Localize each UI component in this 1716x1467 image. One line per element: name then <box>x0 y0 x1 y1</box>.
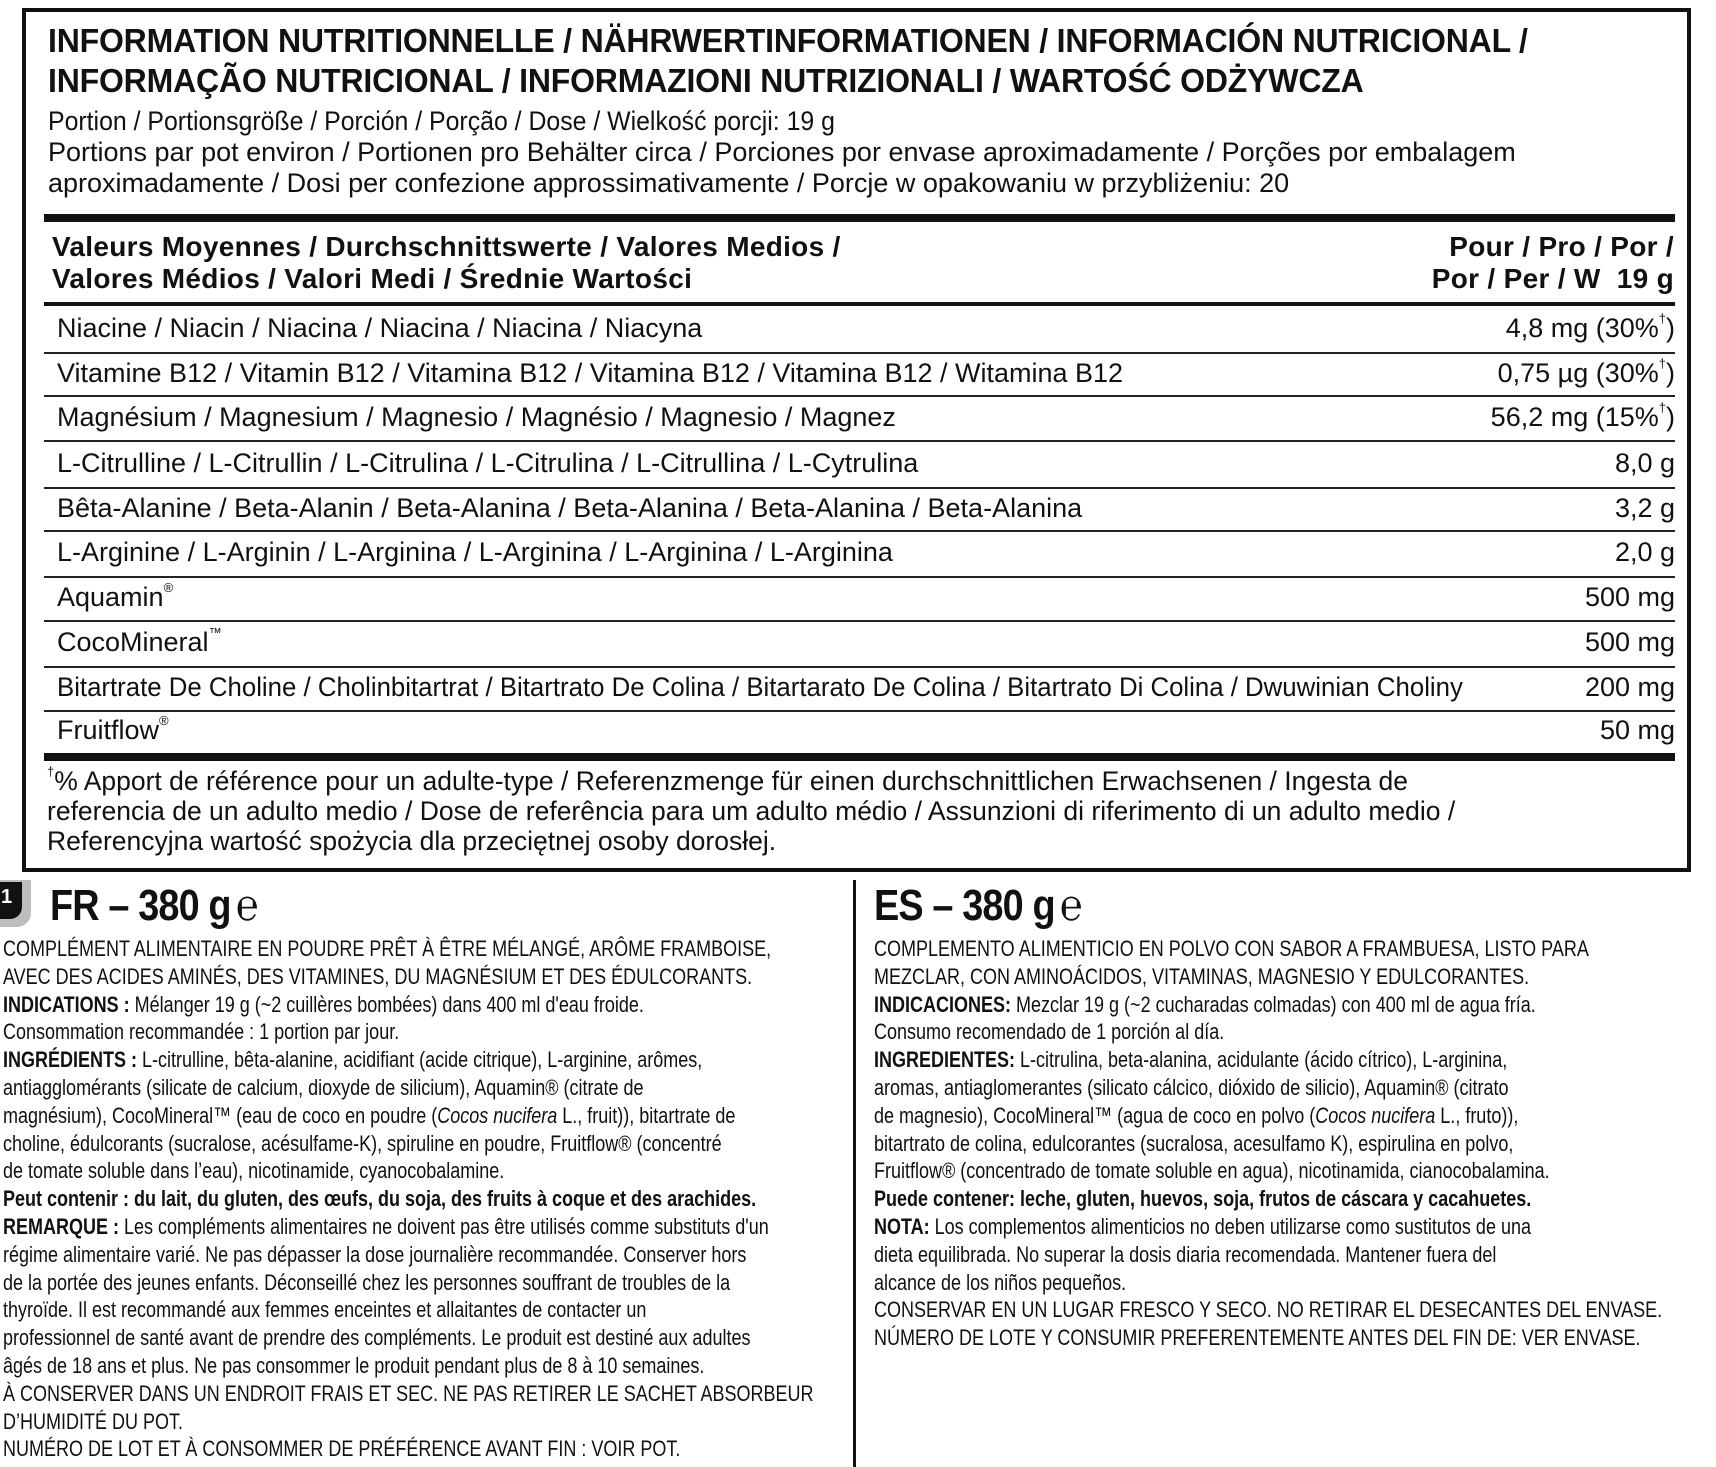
nutrient-amount <box>1585 582 1675 613</box>
estimated-sign-icon: ℮ <box>235 880 258 931</box>
text-line <box>874 1103 1518 1129</box>
nutrient-label: Bêta-Alanine / Beta-Alanin / Beta-Alanina / Beta-Alanina / Beta-Alanina / Beta-Alanina <box>57 492 1083 523</box>
amount-value: 56,2 mg (15% <box>1490 401 1659 432</box>
nutrient-amount <box>1585 627 1675 658</box>
line-text: alcance de los niños pequeños. <box>874 1269 1127 1295</box>
text-line <box>874 1158 1550 1184</box>
text-line <box>874 1186 1531 1212</box>
table-header-right-line-2: Por / Per / W 19 g <box>1431 263 1674 294</box>
nutrient-name <box>57 672 1463 703</box>
text-line <box>3 964 752 990</box>
line-text: bitartrato de colina, edulcorantes (sucralosa, acesulfamo K), espirulina en polvo, <box>874 1130 1514 1156</box>
nutrient-name <box>57 537 893 568</box>
nutrient-name <box>57 358 1123 389</box>
text-line <box>874 1019 1224 1045</box>
text-line <box>3 1353 704 1379</box>
line-text-continued: L., fruto)), <box>1435 1102 1519 1128</box>
text-line <box>3 1409 183 1435</box>
nutrient-amount <box>1497 355 1675 389</box>
estimated-sign-icon: ℮ <box>1059 880 1082 931</box>
amount-value: 500 mg <box>1584 582 1675 612</box>
row-divider <box>44 576 1675 578</box>
line-text: âgés de 18 ans et plus. Ne pas consommer le produit pendant plus de 8 à 10 semaines. <box>3 1353 705 1378</box>
line-text: AVEC DES ACIDES AMINÉS, DES VITAMINES, DU MAGNÉSIUM ET DES ÉDULCORANTS. <box>3 963 753 989</box>
text-line <box>3 1325 750 1351</box>
line-text: Consumo recomendado de 1 porción al día. <box>874 1019 1225 1045</box>
line-text: magnésium), CocoMineral™ (eau de coco en poudre ( <box>3 1102 438 1128</box>
row-divider <box>44 710 1675 712</box>
text-line <box>3 1075 644 1101</box>
nutrient-label: Magnésium / Magnesium / Magnesio / Magnésio / Magnesio / Magnez <box>57 401 896 432</box>
amount-value: 8,0 g <box>1614 447 1675 478</box>
dagger-mark: † <box>47 764 55 779</box>
footnote-line-3: Referencyjna wartość spożycia dla przeciętnej osoby dorosłej. <box>47 826 777 856</box>
line-text: Consommation recommandée : 1 portion par jour. <box>3 1019 400 1045</box>
closing-paren: ) <box>1666 401 1675 432</box>
nutrient-amount <box>1615 493 1675 524</box>
badge-number: 1 <box>0 882 22 919</box>
fr-title-text: FR – 380 g <box>50 881 231 930</box>
text-line <box>3 1103 735 1129</box>
bold-label: INDICATIONS : <box>3 991 130 1017</box>
nutrient-amount <box>1490 399 1675 433</box>
row-divider <box>44 487 1675 489</box>
text-line <box>874 1270 1126 1296</box>
row-divider <box>44 530 1675 532</box>
text-line <box>3 1186 756 1212</box>
footnote-line-2: referencia de un adulto medio / Dose de referência para um adulto médio / Assunzioni di riferimento di un adulto medio / <box>47 796 1456 826</box>
trademark-mark: ™ <box>208 625 222 640</box>
text-line <box>874 1047 1507 1073</box>
text-line <box>3 1381 814 1407</box>
bold-label: INGRÉDIENTS : <box>3 1047 138 1073</box>
text-line <box>3 1131 722 1157</box>
text-line <box>874 936 1589 962</box>
table-header-left-line-2: Valores Médios / Valori Medi / Średnie Wartości <box>52 263 693 294</box>
text-line <box>874 1131 1513 1157</box>
row-divider <box>44 666 1675 668</box>
footnote-text-1: % Apport de référence pour un adulte-type / Referenzmenge für einen durchschnittlichen Erwachsenen / Ingesta de <box>54 766 1409 796</box>
nutrition-title-line-2: INFORMAÇÃO NUTRICIONAL / INFORMAZIONI NUTRIZIONALI / WARTOŚĆ ODŻYWCZA <box>48 62 1364 99</box>
text-line <box>3 1047 702 1073</box>
row-divider <box>44 620 1675 622</box>
dagger-mark: † <box>1658 310 1666 326</box>
table-header-left-line-1: Valeurs Moyennes / Durchschnittswerte / Valores Medios / <box>52 231 841 262</box>
text-line <box>3 1297 646 1323</box>
line-text: CONSERVAR EN UN LUGAR FRESCO Y SECO. NO RETIRAR EL DESECANTES DEL ENVASE. <box>874 1297 1663 1323</box>
nutrient-amount <box>1505 310 1675 344</box>
nutrient-label: CocoMineral <box>57 627 209 657</box>
nutrient-name <box>57 582 173 613</box>
line-text: régime alimentaire varié. Ne pas dépasser la dose journalière recommandée. Conserver hors <box>3 1241 747 1267</box>
text-line <box>874 1297 1662 1323</box>
line-text: COMPLÉMENT ALIMENTAIRE EN POUDRE PRÊT À ÊTRE MÉLANGÉ, ARÔME FRAMBOISE, <box>3 936 772 961</box>
nutrient-amount <box>1600 715 1675 746</box>
nutrient-amount <box>1585 672 1675 703</box>
amount-value: 4,8 mg (30% <box>1505 312 1659 343</box>
nutrient-label: Bitartrate De Choline / Cholinbitartrat / Bitartrato De Colina / Bitartarato De Colina / Bitartrato Di Colina / Dwuwinian Choliny <box>57 672 1463 702</box>
text-line <box>874 964 1529 990</box>
nutrient-name <box>57 448 918 479</box>
text-line <box>3 1019 399 1045</box>
line-text: NÚMERO DE LOTE Y CONSUMIR PREFERENTEMENTE ANTES DEL FIN DE: VER ENVASE. <box>874 1325 1641 1351</box>
portion-size: Portion / Portionsgröße / Porción / Porção / Dose / Wielkość porcji: 19 g <box>48 106 835 136</box>
line-text: Mezclar 19 g (~2 cucharadas colmadas) con 400 ml de agua fría. <box>1011 991 1536 1017</box>
table-bottom-bar <box>44 753 1675 761</box>
bold-label: Peut contenir : du lait, du gluten, des œufs, du soja, des fruits à coque et des arachides. <box>3 1186 757 1212</box>
text-line <box>3 1436 680 1462</box>
portions-per-container-line-2: aproximadamente / Dosi per confezione approssimativamente / Porcje w opakowaniu w przybliżeniu: 20 <box>48 168 1290 198</box>
line-text: antiagglomérants (silicate de calcium, dioxyde de silicium), Aquamin® (citrate de <box>3 1075 644 1100</box>
text-line <box>3 992 644 1018</box>
nutrient-name <box>57 402 896 433</box>
line-text: dieta equilibrada. No superar la dosis diaria recomendada. Mantener fuera del <box>874 1241 1497 1267</box>
nutrient-amount <box>1615 448 1675 479</box>
es-title-text: ES – 380 g <box>874 881 1055 930</box>
bold-label: Puede contener: leche, gluten, huevos, soja, frutos de cáscara y cacahuetes. <box>874 1186 1532 1212</box>
amount-value: 50 mg <box>1599 715 1675 745</box>
page-number-badge <box>0 880 31 927</box>
line-text: aromas, antiaglomerantes (silicato cálcico, dióxido de silicio), Aquamin® (citrato <box>874 1075 1509 1100</box>
text-line <box>874 1214 1531 1240</box>
line-text: de tomate soluble dans l’eau), nicotinamide, cyanocobalamine. <box>3 1158 505 1184</box>
text-line <box>874 1075 1509 1101</box>
text-line <box>874 992 1536 1018</box>
closing-paren: ) <box>1666 357 1675 388</box>
line-text: Mélanger 19 g (~2 cuillères bombées) dans 400 ml d'eau froide. <box>129 991 644 1017</box>
line-text: À CONSERVER DANS UN ENDROIT FRAIS ET SEC. NE PAS RETIRER LE SACHET ABSORBEUR <box>3 1380 814 1406</box>
row-divider <box>44 440 1675 442</box>
italic-text: Cocos nucifera <box>437 1102 558 1128</box>
line-text: choline, édulcorants (sucralose, acésulfame-K), spiruline en poudre, Fruitflow® (concentré <box>3 1130 722 1156</box>
line-text: L-citrulina, beta-alanina, acidulante (ácido cítrico), L-arginina, <box>1015 1047 1508 1073</box>
row-divider <box>44 395 1675 397</box>
nutrient-label: Aquamin <box>57 582 164 612</box>
amount-value: 200 mg <box>1584 672 1675 702</box>
line-text-continued: L., fruit)), bitartrate de <box>557 1102 736 1128</box>
table-header-bar <box>44 302 1675 306</box>
trademark-mark: ® <box>159 713 169 728</box>
table-top-bar <box>44 214 1675 222</box>
nutrient-label: L-Citrulline / L-Citrullin / L-Citrulina / L-Citrulina / L-Citrullina / L-Cytrulina <box>57 447 919 478</box>
closing-paren: ) <box>1666 312 1675 343</box>
text-line <box>3 1214 769 1240</box>
nutrient-label: Niacine / Niacin / Niacina / Niacina / Niacina / Niacyna <box>57 312 703 343</box>
nutrient-name <box>57 715 169 746</box>
text-line <box>3 1158 504 1184</box>
line-text: Los complementos alimenticios no deben utilizarse como sustitutos de una <box>929 1214 1531 1239</box>
text-line <box>3 1242 746 1268</box>
bold-label: INDICACIONES: <box>874 991 1012 1017</box>
es-section-title <box>874 880 1082 931</box>
line-text: Les compléments alimentaires ne doivent pas être utilisés comme substituts d'un <box>119 1214 769 1239</box>
dagger-mark: † <box>1658 355 1666 371</box>
text-line <box>3 936 771 962</box>
table-header-right-line-1: Pour / Pro / Por / <box>1449 231 1674 262</box>
line-text: MEZCLAR, CON AMINOÁCIDOS, VITAMINAS, MAGNESIO Y EDULCORANTES. <box>874 963 1530 989</box>
amount-value: 2,0 g <box>1614 537 1675 567</box>
column-divider <box>853 880 856 1467</box>
bold-label: NOTA: <box>874 1214 930 1239</box>
text-line <box>3 1270 730 1296</box>
line-text: thyroïde. Il est recommandé aux femmes enceintes et allaitantes de contacter un <box>3 1297 647 1323</box>
nutrient-name <box>57 313 702 344</box>
amount-value: 0,75 µg (30% <box>1497 357 1659 388</box>
line-text: professionnel de santé avant de prendre des compléments. Le produit est destiné aux adultes <box>3 1325 751 1351</box>
line-text: Fruitflow® (concentrado de tomate soluble en agua), nicotinamida, cianocobalamina. <box>874 1158 1550 1184</box>
row-divider <box>44 352 1675 354</box>
bold-label: INGREDIENTES: <box>874 1047 1016 1073</box>
nutrient-name <box>57 627 222 658</box>
line-text: D’HUMIDITÉ DU POT. <box>3 1408 183 1434</box>
line-text: de magnesio), CocoMineral™ (agua de coco en polvo ( <box>874 1102 1316 1128</box>
nutrient-name <box>57 493 1082 524</box>
nutrient-label: Vitamine B12 / Vitamin B12 / Vitamina B12 / Vitamina B12 / Vitamina B12 / Witamina B12 <box>57 357 1124 388</box>
line-text: COMPLEMENTO ALIMENTICIO EN POLVO CON SABOR A FRAMBUESA, LISTO PARA <box>874 936 1589 961</box>
amount-value: 3,2 g <box>1614 492 1675 523</box>
fr-section-title <box>50 880 258 931</box>
portions-per-container-line-1: Portions par pot environ / Portionen pro Behälter circa / Porciones por envase aproximadamente / Porções por embalagem <box>48 137 1516 167</box>
line-text: NUMÉRO DE LOT ET À CONSOMMER DE PRÉFÉRENCE AVANT FIN : VOIR POT. <box>3 1436 681 1462</box>
text-line <box>874 1242 1496 1268</box>
nutrient-label: L-Arginine / L-Arginin / L-Arginina / L-Arginina / L-Arginina / L-Arginina <box>57 537 893 567</box>
line-text: de la portée des jeunes enfants. Déconseillé chez les personnes souffrant de troubles de la <box>3 1269 731 1295</box>
trademark-mark: ® <box>163 580 174 595</box>
text-line <box>874 1325 1640 1351</box>
footnote-line-1 <box>47 766 1408 797</box>
nutrient-label: Fruitflow <box>57 715 160 745</box>
bold-label: REMARQUE : <box>3 1214 119 1239</box>
nutrition-title-line-1: INFORMATION NUTRITIONNELLE / NÄHRWERTINFORMATIONEN / INFORMACIÓN NUTRICIONAL / <box>48 22 1528 59</box>
dagger-mark: † <box>1658 399 1666 415</box>
italic-text: Cocos nucifera <box>1315 1102 1436 1128</box>
nutrient-amount <box>1615 537 1675 568</box>
amount-value: 500 mg <box>1584 627 1675 657</box>
line-text: L-citrulline, bêta-alanine, acidifiant (acide citrique), L-arginine, arômes, <box>137 1047 703 1073</box>
